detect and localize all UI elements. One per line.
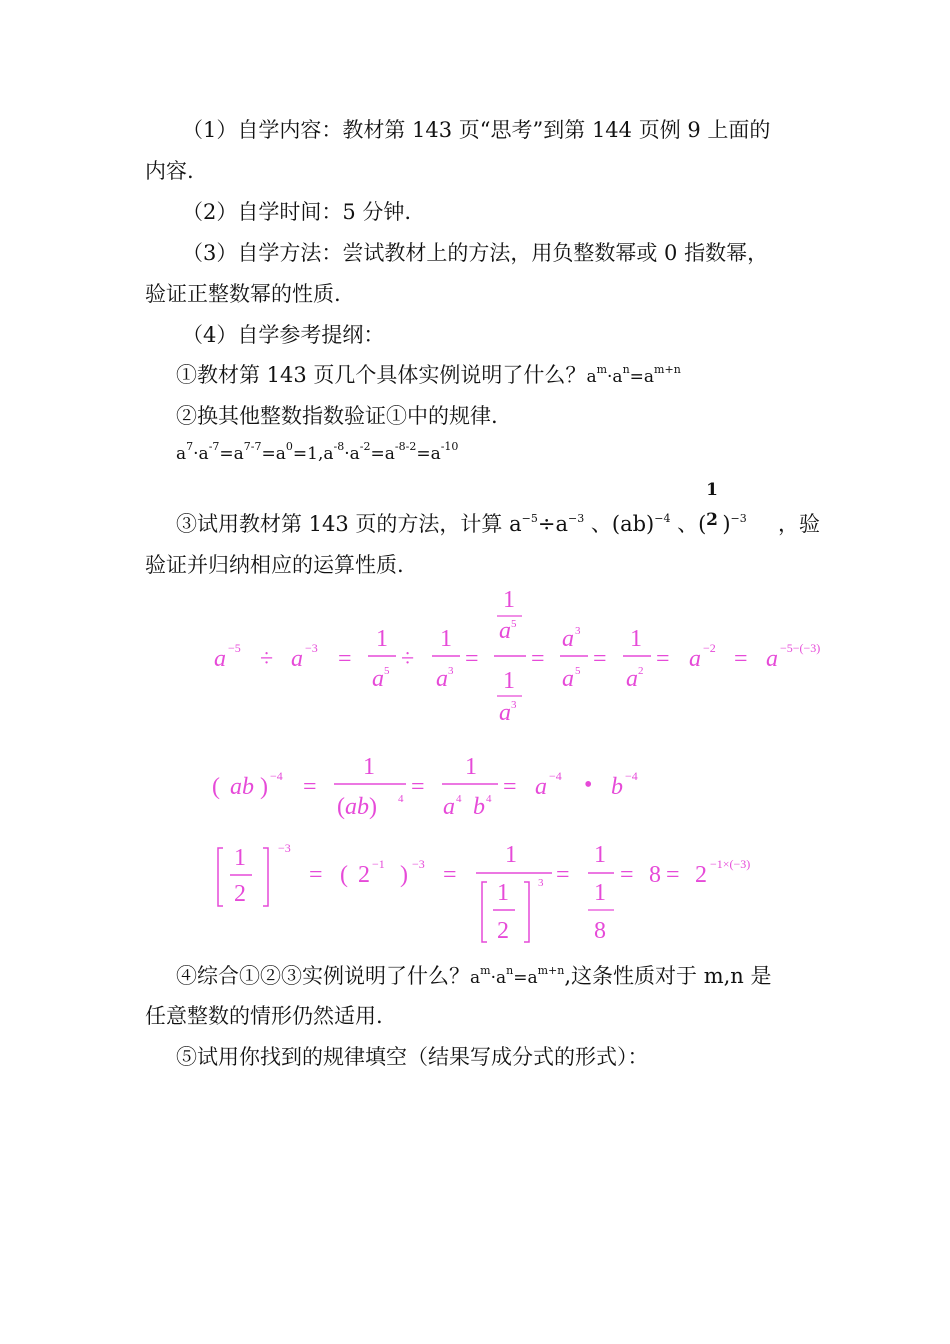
eq2-eq1: = (303, 774, 317, 800)
eq1-cf-bot-den: a (499, 700, 511, 726)
eq1-eq5: = (656, 646, 670, 672)
p3-line2: 验证正整数幂的性质. (145, 282, 341, 306)
eq3-h-den: 2 (234, 881, 246, 907)
eq3-f1-den-den: 2 (497, 918, 509, 944)
eq1-eq2: = (465, 646, 479, 672)
eq1-f4-num: 1 (630, 626, 642, 652)
eq1-f3-den: a (562, 666, 574, 692)
eq2-f1-den (337, 794, 377, 820)
eq1-f2-den: a (436, 666, 448, 692)
q2-formula: $a^7\cdot a^{-7}=a^{7-7}=a^0=1,a^{-8}\cdot a^{-2}=a^{-8-2}=a^{-10}$ (176, 440, 459, 464)
eq2-f1-den-rp: ) (369, 794, 377, 820)
eq1-eq6: = (734, 646, 748, 672)
eq1-cf-bot-num: 1 (503, 668, 515, 694)
eq3-f1-num: 1 (505, 842, 517, 868)
eq3-exp1: −3 (278, 841, 291, 855)
eq1-cf-top-num: 1 (503, 587, 515, 613)
eq1-f3-num-exp: 3 (575, 625, 581, 637)
eq1-a3: a (689, 646, 701, 672)
q3-line2: 验证并归纳相应的运算性质. (145, 553, 404, 577)
eq3-eq2: = (443, 862, 457, 888)
eq2-dot: • (584, 772, 593, 798)
eq2-lp: ( (212, 774, 220, 800)
eq1-a2: a (291, 646, 303, 672)
eq1-exp4: −5−(−3) (780, 641, 821, 655)
eq3-eq1: = (309, 862, 323, 888)
eq1-eq4: = (593, 646, 607, 672)
eq3-left-bracket-2 (482, 882, 487, 942)
eq2-a-exp: −4 (549, 769, 562, 783)
eq3-exp-final: −1×(−3) (710, 857, 751, 871)
eq2-a: a (535, 774, 547, 800)
p2: （2）自学时间：5 分钟. (182, 200, 412, 224)
eq3-lp: ( (340, 862, 348, 888)
eq1-a4: a (766, 646, 778, 672)
eq3-f1-den-num: 1 (497, 880, 509, 906)
p1-line1: （1）自学内容：教材第 143 页“思考”到第 144 页例 9 上面的 (182, 118, 771, 142)
eq1-f4-den-exp: 2 (638, 665, 644, 677)
q3-tail: ，验 (778, 512, 820, 536)
eq1-a: a (214, 646, 226, 672)
eq1-f1-num: 1 (376, 626, 388, 652)
eq2-ab: ab (230, 774, 254, 800)
eq2-f2-den-a-exp: 4 (456, 793, 462, 805)
eq3-eq3: = (556, 862, 570, 888)
eq2-f1-den-ab: ab (345, 794, 369, 820)
p3-line1: （3）自学方法：尝试教材上的方法，用负整数幂或 0 指数幂， (182, 241, 769, 265)
eq1-eq1: = (338, 646, 352, 672)
eq3-f1-den-exp: 3 (538, 877, 544, 889)
q3-line1: ③试用教材第 143 页的方法，计算 $a^{-5}\div a^{-3}$ 、(ab)$^{-4}$ 、( )$^{-3}$ (176, 512, 747, 536)
eq1-f3-num: a (562, 626, 574, 652)
eq3-two2: 2 (695, 862, 707, 888)
eq2-eq2: = (411, 774, 425, 800)
q4-line1: ④综合①②③实例说明了什么？$a^m\cdot a^n=a^{m+n}$,这条性质对于 m,n 是 (176, 964, 772, 988)
eq2-f2-den-b: b (473, 794, 485, 820)
eq1-cf-top-den-exp: 5 (511, 618, 517, 630)
eq2-f1-num: 1 (363, 754, 375, 780)
q2: ②换其他整数指数验证①中的规律. (176, 404, 498, 428)
eq2-exp: −4 (270, 769, 283, 783)
eq3-f2-den-num: 1 (594, 880, 606, 906)
eq2-b-exp: −4 (625, 769, 638, 783)
eq1-f1-den-exp: 5 (384, 665, 390, 677)
eq3-h-num: 1 (234, 845, 246, 871)
q5: ⑤试用你找到的规律填空（结果写成分式的形式）： (176, 1045, 649, 1069)
eq1-f3-den-exp: 5 (575, 665, 581, 677)
eq1-exp: −5 (228, 641, 241, 655)
eq3-f2-den-den: 8 (594, 918, 606, 944)
eq2-eq3: = (503, 774, 517, 800)
eq2-rp: ) (260, 774, 268, 800)
eq2-f1-den-exp: 4 (398, 793, 404, 805)
eq3-rp: ) (400, 862, 408, 888)
eq1-f2-den-exp: 3 (448, 665, 454, 677)
eq3-two: 2 (358, 862, 370, 888)
q3-frac-num: 1 (706, 480, 718, 500)
q1-formula: $a^m\cdot a^n=a^{m+n}$ (586, 363, 681, 387)
q1-text: ①教材第 143 页几个具体实例说明了什么？ (176, 363, 587, 387)
eq2-f1-den-lp: ( (337, 794, 345, 820)
eq3-f2-num: 1 (594, 842, 606, 868)
eq3-left-bracket-1 (218, 848, 223, 906)
q3-half-fraction (704, 480, 720, 530)
eq1-cf-top-den: a (499, 618, 511, 644)
eq2-b: b (611, 774, 623, 800)
eq3-two-exp: −1 (372, 857, 385, 871)
eq3-eq5: = (666, 862, 680, 888)
eq2-f2-den-b-exp: 4 (486, 793, 492, 805)
p4: （4）自学参考提纲： (182, 323, 385, 347)
eq1-f4-den: a (626, 666, 638, 692)
q3-frac-den: 2 (706, 510, 718, 530)
q4-line2: 任意整数的情形仍然适用. (145, 1004, 383, 1028)
eq1-div2: ÷ (401, 646, 415, 672)
eq1-exp3: −2 (703, 641, 716, 655)
eq1-exp2: −3 (305, 641, 318, 655)
eq3-eq4: = (620, 862, 634, 888)
answer-equations (0, 580, 950, 950)
eq1-eq3: = (531, 646, 545, 672)
eq2-f2-den-a: a (443, 794, 455, 820)
eq1-f2-num: 1 (440, 626, 452, 652)
eq1-cf-bot-den-exp: 3 (511, 699, 517, 711)
eq3-eight: 8 (649, 862, 661, 888)
eq3-exp2: −3 (412, 857, 425, 871)
q1 (176, 361, 681, 391)
eq1-f1-den: a (372, 666, 384, 692)
eq2-f2-num: 1 (465, 754, 477, 780)
p1-line2: 内容. (145, 159, 194, 183)
eq3-right-bracket-1 (263, 848, 268, 906)
eq3-right-bracket-2 (524, 882, 529, 942)
eq1-div: ÷ (260, 646, 274, 672)
